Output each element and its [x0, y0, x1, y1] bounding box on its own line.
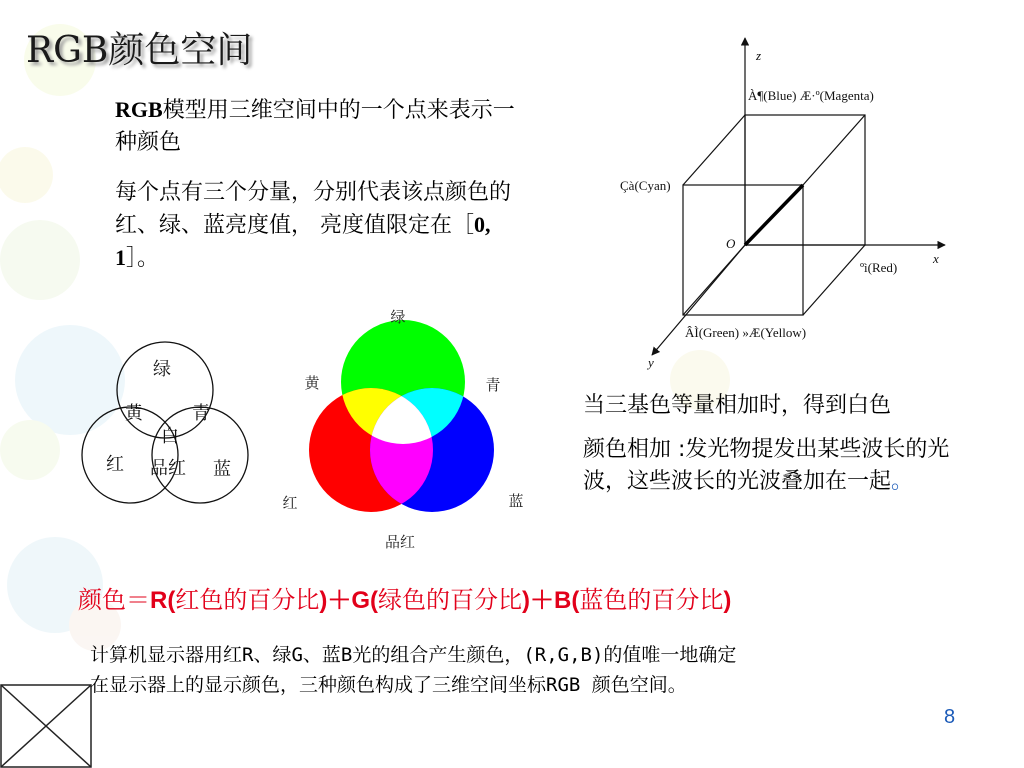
formula-part6: 蓝色的百分比 [579, 586, 724, 614]
red-label: ºì(Red) [860, 260, 898, 275]
range-value: 0, 1 [115, 212, 491, 270]
color-red-label: 红 [282, 494, 298, 512]
axis-z-label: z [756, 48, 762, 63]
formula-part1: 颜色＝ [78, 586, 150, 614]
intro-paragraph2-text: 每个点有三个分量，分别代表该点颜色的红、绿、蓝亮度值， 亮度值限定在［ [115, 180, 512, 238]
color-green-label: 绿 [390, 308, 406, 326]
intro-line1 [115, 94, 525, 159]
intro-line1-rest: 模型用三维空间中的一个点来表示一种颜色 [115, 98, 515, 155]
intro-paragraph2 [115, 177, 525, 275]
color-cyan-label: 青 [485, 376, 501, 394]
page-number: 8 [944, 706, 956, 728]
color-yellow-label: 黄 [304, 374, 320, 392]
additive-paragraph-end: 。 [891, 469, 914, 494]
formula-b: B( [554, 587, 580, 614]
venn-yellow-label: 黄 [125, 403, 143, 424]
white-line1: 当三基色等量相加时，得到白色 [583, 393, 892, 418]
venn-blue-label: 蓝 [213, 459, 231, 480]
origin-label: O [726, 236, 736, 251]
gray-diagonal [745, 185, 803, 245]
venn-magenta-label: 品红 [150, 458, 186, 479]
additive-paragraph [583, 434, 993, 498]
display-line1: 计算机显示器用红R、绿G、蓝B光的组合产生颜色，(R,G,B)的值唯一地确定 [90, 644, 737, 666]
venn-green-label: 绿 [153, 359, 171, 380]
cyan-label: Çà(Cyan) [620, 178, 671, 193]
formula-g: G( [351, 587, 378, 614]
venn-white-label: 白 [161, 426, 179, 447]
color-blue-label: 蓝 [508, 492, 524, 510]
additive-text [583, 390, 993, 498]
blue-magenta-label: À¶(Blue) Æ·º(Magenta) [748, 88, 874, 103]
rgb-cube-diagram [600, 30, 980, 375]
formula-part7: ) [723, 587, 732, 614]
rgb-term: RGB [115, 97, 163, 122]
formula-part2: 红色的百分比 [175, 586, 320, 614]
color-magenta-label: 品红 [384, 533, 416, 551]
formula-part3: )＋ [319, 587, 352, 614]
green-yellow-label: ÂÌ(Green) »Æ(Yellow) [685, 325, 807, 340]
page-title: RGB颜色空间 [26, 30, 253, 71]
intro-text [115, 94, 525, 275]
formula-part5: )＋ [522, 587, 554, 614]
venn-diagram [70, 325, 280, 525]
color-formula [78, 580, 731, 615]
additive-color-diagram [280, 300, 540, 555]
venn-red-label: 红 [106, 454, 124, 475]
formula-r: R( [150, 587, 176, 614]
additive-paragraph-text: 颜色相加 :发光物提发出某些波长的光波，这些波长的光波叠加在一起 [583, 437, 950, 494]
axis-x-label: x [933, 251, 939, 266]
venn-cyan-label: 青 [192, 403, 210, 424]
display-line2: 在显示器上的显示颜色，三种颜色构成了三维空间坐标RGB 颜色空间。 [90, 674, 687, 696]
range-tail: ］。 [126, 246, 160, 271]
axis-y-label: y [648, 355, 654, 370]
formula-part4: 绿色的百分比 [378, 586, 522, 614]
display-description [90, 640, 970, 700]
